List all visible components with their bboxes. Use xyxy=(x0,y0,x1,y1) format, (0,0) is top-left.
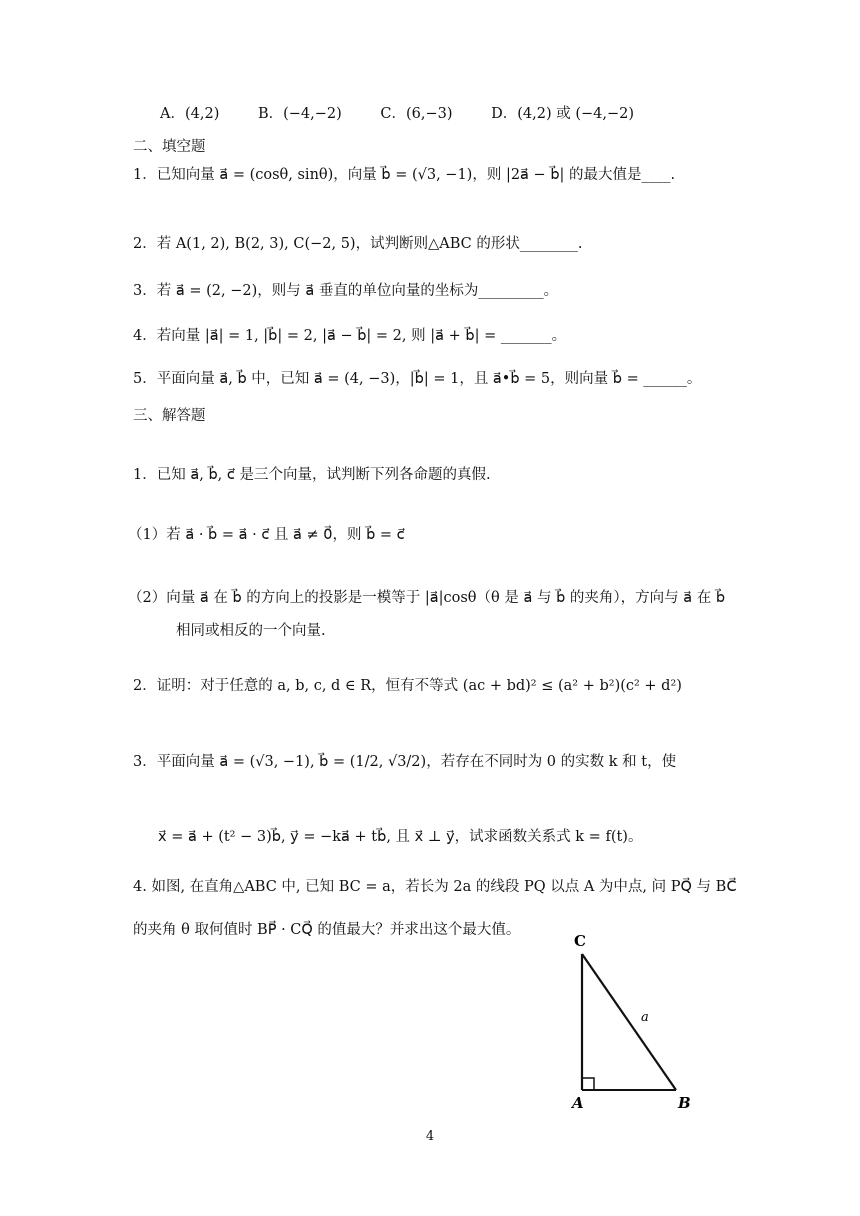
option-a: A．(4,2) xyxy=(160,106,220,122)
right-triangle-figure xyxy=(560,930,720,1110)
fill-in-question-3: 3．若 a⃗ = (2, −2)，则与 a⃗ 垂直的单位向量的坐标为_________。 xyxy=(133,283,559,299)
label-a: A xyxy=(572,1094,584,1110)
answer-question-4-cont: 的夹角 θ 取何值时 BP⃗ · CQ⃗ 的值最大？并求出这个最大值。 xyxy=(133,922,521,938)
fill-in-question-2: 2．若 A(1, 2), B(2, 3), C(−2, 5)，试判断则△ABC 的形状________. xyxy=(133,236,583,252)
fill-in-question-4: 4．若向量 |a⃗| = 1, |b⃗| = 2, |a⃗ − b⃗| = 2, 则 |a⃗ + b⃗| = _______。 xyxy=(133,328,567,344)
answer-question-1: 1．已知 a⃗, b⃗, c⃗ 是三个向量，试判断下列各命题的真假. xyxy=(133,467,491,483)
answer-question-1-part-1: （1）若 a⃗ · b⃗ = a⃗ · c⃗ 且 a⃗ ≠ 0⃗，则 b⃗ = c⃗ xyxy=(128,527,405,543)
section-fill-in-title: 二、填空题 xyxy=(133,139,206,155)
choice-options-row xyxy=(133,104,634,124)
section-answer-title: 三、解答题 xyxy=(133,408,206,424)
label-side-a: a xyxy=(641,1010,649,1025)
answer-question-4: 4. 如图, 在直角△ABC 中, 已知 BC = a，若长为 2a 的线段 PQ 以点 A 为中点, 问 PQ⃗ 与 BC⃗ xyxy=(133,879,737,895)
answer-question-3: 3．平面向量 a⃗ = (√3, −1), b⃗ = (1/2, √3/2)，若存在不同时为 0 的实数 k 和 t，使 xyxy=(133,754,677,770)
side-cb xyxy=(582,954,676,1090)
fill-in-question-5: 5．平面向量 a⃗, b⃗ 中，已知 a⃗ = (4, −3)，|b⃗| = 1，且 a⃗•b⃗ = 5，则向量 b⃗ = ______。 xyxy=(133,371,702,387)
option-b: B．(−4,−2) xyxy=(257,106,342,122)
answer-question-1-part-2-cont: 相同或相反的一个向量. xyxy=(176,623,326,639)
right-angle-mark xyxy=(582,1078,594,1090)
page-number: 4 xyxy=(425,1129,435,1144)
option-c: C．(6,−3) xyxy=(380,106,453,122)
answer-question-2: 2．证明：对于任意的 a, b, c, d ∈ R，恒有不等式 (ac + bd)² ≤ (a² + b²)(c² + d²) xyxy=(133,678,682,694)
fill-in-question-1: 1．已知向量 a⃗ = (cosθ, sinθ)，向量 b⃗ = (√3, −1)，则 |2a⃗ − b⃗| 的最大值是____. xyxy=(133,167,676,183)
label-c: C xyxy=(574,932,586,950)
triangle-svg xyxy=(560,930,720,1110)
answer-question-3-cont: x⃗ = a⃗ + (t² − 3)b⃗, y⃗ = −ka⃗ + tb⃗, 且 x⃗ ⊥ y⃗，试求函数关系式 k = f(t)。 xyxy=(158,829,643,845)
label-b: B xyxy=(678,1094,691,1110)
answer-question-1-part-2: （2）向量 a⃗ 在 b⃗ 的方向上的投影是一模等于 |a⃗|cosθ（θ 是 a⃗ 与 b⃗ 的夹角），方向与 a⃗ 在 b⃗ xyxy=(128,590,726,606)
option-d: D．(4,2) 或 (−4,−2) xyxy=(491,106,635,122)
